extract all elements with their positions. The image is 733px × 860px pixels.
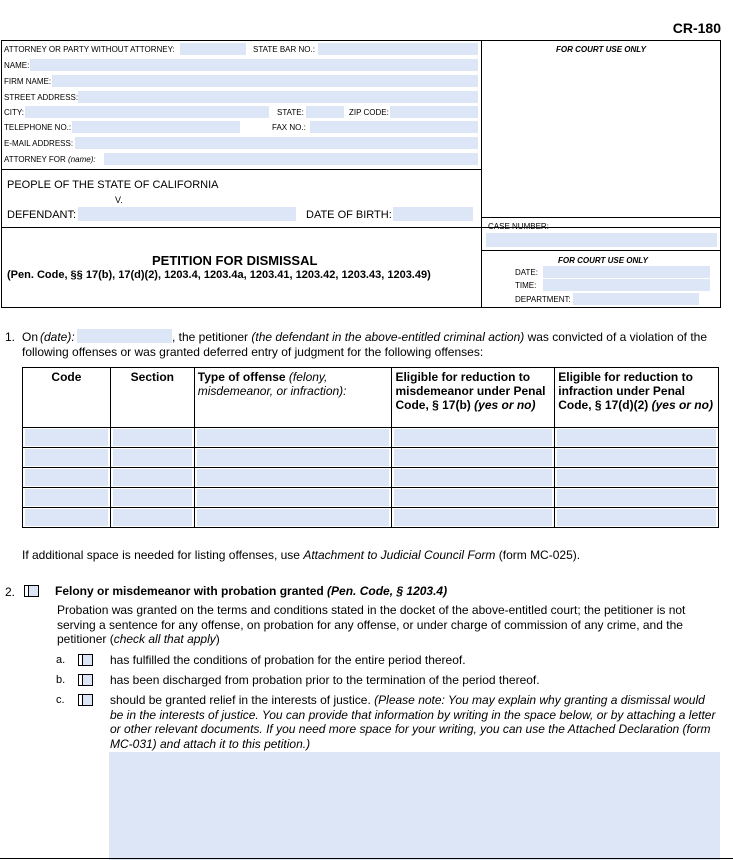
attorney-for-label: ATTORNEY FOR (name):	[4, 155, 96, 164]
street-label: STREET ADDRESS:	[4, 93, 79, 102]
offense-input[interactable]	[394, 429, 552, 446]
state-label: STATE:	[277, 108, 304, 117]
petition-codes: (Pen. Code, §§ 17(b), 17(d)(2), 1203.4, 1203.4a, 1203.41, 1203.42, 1203.43, 1203.49)	[7, 269, 431, 281]
item2c-note-4: MC-031) and attach it to this petition.)	[110, 737, 311, 751]
hearing-date-field[interactable]	[543, 266, 710, 278]
table-cell	[555, 428, 719, 448]
item2-title: Felony or misdemeanor with probation granted (Pen. Code, § 1203.4)	[55, 584, 448, 598]
offense-input[interactable]	[557, 509, 716, 526]
offense-input[interactable]	[113, 509, 192, 526]
offense-table	[22, 367, 719, 528]
table-cell	[392, 468, 555, 488]
header-type: Type of offense (felony, misdemeanor, or infraction):	[194, 368, 392, 428]
table-cell	[555, 448, 719, 468]
phone-label: TELEPHONE NO.:	[4, 123, 72, 132]
attorney-label: ATTORNEY OR PARTY WITHOUT ATTORNEY:	[4, 45, 175, 54]
offense-input[interactable]	[25, 429, 108, 446]
table-cell	[110, 448, 194, 468]
offense-input[interactable]	[113, 469, 192, 486]
court-use-only-top: FOR COURT USE ONLY	[556, 45, 646, 54]
item2c-text: should be granted relief in the interests of justice. (Please note: You may explain why granting a dismissal would	[110, 693, 705, 707]
table-cell	[392, 428, 555, 448]
table-cell	[23, 428, 111, 448]
table-row	[23, 448, 719, 468]
item2a-letter: a.	[56, 654, 66, 666]
table-row	[23, 508, 719, 528]
department-field[interactable]	[573, 293, 699, 305]
fax-field[interactable]	[310, 121, 478, 133]
phone-field[interactable]	[72, 121, 240, 133]
item2-body-2: serving a sentence for any offense, on probation for any offense, or under charge of commission of any crime, and the	[57, 618, 683, 632]
dob-label: DATE OF BIRTH:	[306, 209, 392, 221]
offense-input[interactable]	[394, 489, 552, 506]
offense-input[interactable]	[25, 489, 108, 506]
offense-input[interactable]	[25, 449, 108, 466]
state-field[interactable]	[306, 106, 344, 118]
header-misdemeanor: Eligible for reduction to misdemeanor under Penal Code, § 17(b) (yes or no)	[392, 368, 555, 428]
item2c-note-3: or other relevant documents. If you need more space for your writing, you can use the Attached Declaration (form	[110, 722, 711, 736]
defendant-label: DEFENDANT:	[7, 209, 77, 221]
header-code: Code	[23, 368, 111, 428]
offense-input[interactable]	[25, 509, 108, 526]
case-number-label: CASE NUMBER:	[488, 222, 549, 231]
header-infraction: Eligible for reduction to infraction under Penal Code, § 17(d)(2) (yes or no)	[555, 368, 719, 428]
offense-input[interactable]	[557, 489, 716, 506]
attorney-field[interactable]	[180, 43, 246, 55]
defendant-field[interactable]	[78, 207, 296, 221]
table-cell	[555, 488, 719, 508]
item1-on: On	[22, 330, 39, 344]
offense-input[interactable]	[394, 509, 552, 526]
table-cell	[110, 488, 194, 508]
item2a-text: has fulfilled the conditions of probation for the entire period thereof.	[110, 653, 466, 667]
email-field[interactable]	[75, 137, 478, 149]
table-row	[23, 468, 719, 488]
city-field[interactable]	[25, 106, 269, 118]
additional-space-note: If additional space is needed for listing offenses, use Attachment to Judicial Council Form (form MC-025).	[22, 548, 581, 562]
offense-input[interactable]	[25, 469, 108, 486]
table-cell	[194, 468, 392, 488]
table-cell	[23, 488, 111, 508]
court-use-only-bottom: FOR COURT USE ONLY	[558, 256, 648, 265]
table-cell	[392, 488, 555, 508]
table-cell	[194, 428, 392, 448]
table-row	[23, 488, 719, 508]
case-number-field[interactable]	[486, 233, 717, 247]
offense-input[interactable]	[557, 469, 716, 486]
attorney-for-field[interactable]	[104, 153, 478, 165]
table-cell	[555, 468, 719, 488]
table-cell	[392, 448, 555, 468]
item2-number: 2.	[5, 585, 16, 599]
item1-text: , the petitioner (the defendant in the above-entitled criminal action) was convicted of a violation of the	[172, 330, 708, 344]
state-bar-label: STATE BAR NO.:	[253, 45, 315, 54]
state-bar-field[interactable]	[318, 43, 478, 55]
dob-field[interactable]	[393, 207, 473, 221]
versus: V.	[115, 195, 123, 205]
header-section: Section	[110, 368, 194, 428]
table-cell	[110, 468, 194, 488]
firm-label: FIRM NAME:	[4, 77, 52, 86]
form-number: CR-180	[672, 20, 721, 36]
offense-input[interactable]	[197, 489, 390, 506]
offense-input[interactable]	[113, 429, 192, 446]
item2b-text: has been discharged from probation prior to the termination of the period thereof.	[110, 673, 540, 687]
item2b-letter: b.	[56, 674, 66, 686]
item2a-checkbox[interactable]	[82, 654, 93, 666]
department-label: DEPARTMENT:	[515, 295, 571, 304]
email-label: E-MAIL ADDRESS:	[4, 139, 74, 148]
date-label: DATE:	[515, 268, 538, 277]
item1-line2: following offenses or was granted deferred entry of judgment for the following offenses:	[22, 345, 484, 359]
zip-label: ZIP CODE:	[349, 108, 389, 117]
offense-input[interactable]	[557, 429, 716, 446]
table-cell	[392, 508, 555, 528]
offense-input[interactable]	[113, 449, 192, 466]
firm-field[interactable]	[52, 75, 478, 87]
offense-input[interactable]	[197, 429, 390, 446]
offense-input[interactable]	[113, 489, 192, 506]
table-cell	[194, 508, 392, 528]
table-cell	[23, 448, 111, 468]
table-cell	[194, 448, 392, 468]
people-caption: PEOPLE OF THE STATE OF CALIFORNIA	[7, 179, 219, 191]
item2-body-1: Probation was granted on the terms and conditions stated in the docket of the above-entitled court; the petitioner is not	[57, 603, 686, 617]
time-label: TIME:	[515, 281, 537, 290]
city-label: CITY:	[4, 108, 25, 117]
item2c-letter: c.	[56, 694, 65, 706]
item2c-checkbox[interactable]	[82, 694, 93, 706]
item2b-checkbox[interactable]	[82, 674, 93, 686]
table-cell	[194, 488, 392, 508]
conviction-date-field[interactable]	[77, 329, 172, 343]
offense-input[interactable]	[394, 449, 552, 466]
justice-explanation-field[interactable]	[109, 752, 720, 860]
table-row	[23, 428, 719, 448]
table-cell	[110, 428, 194, 448]
item2-checkbox[interactable]	[28, 585, 39, 597]
table-cell	[23, 468, 111, 488]
offense-input[interactable]	[197, 469, 390, 486]
offense-input[interactable]	[394, 469, 552, 486]
street-field[interactable]	[78, 91, 478, 103]
offense-input[interactable]	[557, 449, 716, 466]
offense-input[interactable]	[197, 509, 390, 526]
table-cell	[23, 508, 111, 528]
item2-body-3: petitioner (check all that apply)	[57, 632, 220, 646]
fax-label: FAX NO.:	[272, 123, 306, 132]
item1-date-label: (date):	[40, 330, 75, 344]
item2c-note-2: be in the interests of justice. You can provide that information by writing in the space below, or by attaching a letter	[110, 708, 716, 722]
offense-input[interactable]	[197, 449, 390, 466]
zip-field[interactable]	[390, 106, 478, 118]
petition-title: PETITION FOR DISMISSAL	[152, 253, 318, 268]
hearing-time-field[interactable]	[543, 279, 710, 291]
name-field[interactable]	[30, 59, 478, 71]
name-label: NAME:	[4, 61, 30, 70]
item1-number: 1.	[5, 330, 16, 344]
table-cell	[110, 508, 194, 528]
table-cell	[555, 508, 719, 528]
